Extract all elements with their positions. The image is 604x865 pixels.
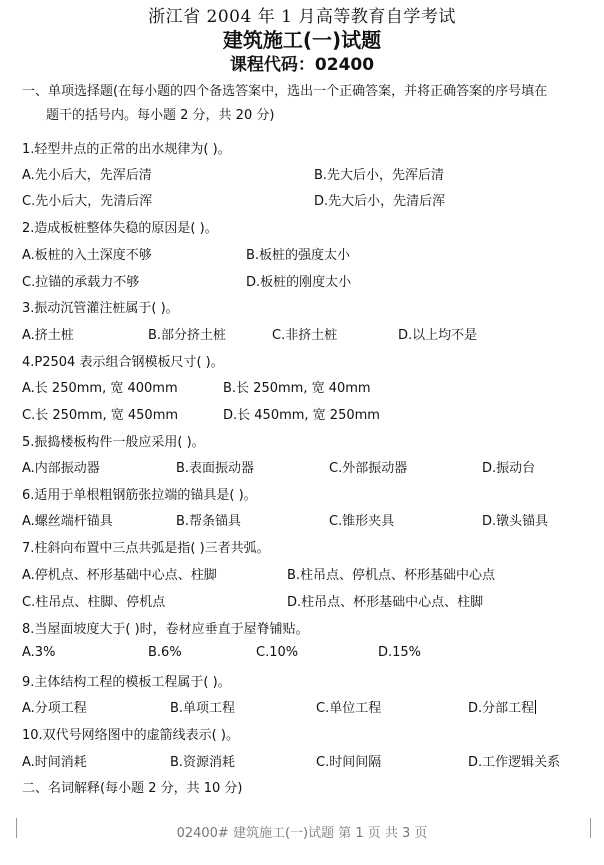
- question-9-option-d[interactable]: [468, 697, 536, 716]
- question-10-option-d: D.工作逻辑关系: [468, 755, 561, 770]
- page-footer: 02400# 建筑施工(一)试题 第 1 页 共 3 页: [176, 826, 428, 841]
- question-4-option-d: D.长 450mm, 宽 250mm: [223, 408, 380, 423]
- question-4-option-b: B.长 250mm, 宽 40mm: [223, 381, 371, 396]
- question-9-option-d-text: D.分部工程: [468, 701, 535, 716]
- exam-header: 浙江省 2004 年 1 月高等教育自学考试: [148, 7, 456, 27]
- question-6-option-c: C.锥形夹具: [329, 514, 395, 529]
- section-1-heading-line1: 一、单项选择题(在每小题的四个备选答案中，选出一个正确答案，并将正确答案的序号填在: [22, 84, 548, 99]
- question-3-option-b: B.部分挤土桩: [148, 328, 227, 343]
- question-3-stem: 3.振动沉管灌注桩属于( )。: [22, 301, 179, 316]
- question-7-option-a: A.停机点、杯形基础中心点、柱脚: [22, 568, 217, 583]
- question-2-option-c: C.拉锚的承载力不够: [22, 275, 140, 290]
- question-10-option-a: A.时间消耗: [22, 755, 87, 770]
- question-1-stem: 1.轻型井点的正常的出水规律为( )。: [22, 142, 231, 157]
- question-1-option-b: B.先大后小，先浑后清: [314, 168, 445, 183]
- question-1-option-d: D.先大后小，先清后浑: [314, 194, 446, 209]
- question-5-option-a: A.内部振动器: [22, 461, 100, 476]
- question-5-option-b: B.表面振动器: [176, 461, 255, 476]
- question-8-option-a: A.3%: [22, 645, 56, 660]
- section-1-heading-line2: 题干的括号内。每小题 2 分，共 20 分): [46, 108, 275, 123]
- exam-title: 建筑施工(一)试题: [222, 28, 382, 52]
- question-5-stem: 5.振捣楼板构件一般应采用( )。: [22, 435, 205, 450]
- question-6-option-d: D.镦头锚具: [482, 514, 549, 529]
- question-7-option-d: D.柱吊点、杯形基础中心点、柱脚: [287, 595, 484, 610]
- section-1-heading: [22, 80, 594, 128]
- question-7-stem: 7.柱斜向布置中三点共弧是指( )三者共弧。: [22, 541, 270, 556]
- question-9-option-c: C.单位工程: [316, 701, 382, 716]
- question-2-stem: 2.造成板桩整体失稳的原因是( )。: [22, 221, 218, 236]
- question-4-stem: 4.P2504 表示组合钢模板尺寸( )。: [22, 355, 224, 370]
- question-1-option-c: C.先小后大，先清后浑: [22, 194, 153, 209]
- question-8-stem: 8.当屋面坡度大于( )时，卷材应垂直于屋脊铺贴。: [22, 622, 309, 637]
- question-8-option-c: C.10%: [256, 645, 299, 660]
- question-6-option-b: B.帮条锚具: [176, 514, 242, 529]
- text-cursor: [535, 700, 536, 714]
- question-7-option-b: B.柱吊点、停机点、杯形基础中心点: [287, 568, 496, 583]
- question-8-option-b: B.6%: [148, 645, 182, 660]
- question-4-option-c: C.长 250mm, 宽 450mm: [22, 408, 179, 423]
- question-9-option-b: B.单项工程: [170, 701, 236, 716]
- question-6-stem: 6.适用于单根粗钢筋张拉端的锚具是( )。: [22, 488, 257, 503]
- section-2-heading: 二、名词解释(每小题 2 分，共 10 分): [22, 781, 243, 796]
- question-4-option-a: A.长 250mm, 宽 400mm: [22, 381, 178, 396]
- question-9-option-a: A.分项工程: [22, 701, 87, 716]
- question-10-option-c: C.时间间隔: [316, 755, 382, 770]
- question-3-option-d: D.以上均不是: [398, 328, 478, 343]
- question-2-option-b: B.板桩的强度太小: [246, 248, 351, 263]
- question-7-option-c: C.柱吊点、柱脚、停机点: [22, 595, 166, 610]
- question-10-option-b: B.资源消耗: [170, 755, 236, 770]
- question-10-stem: 10.双代号网络图中的虚箭线表示( )。: [22, 728, 239, 743]
- question-3-option-c: C.非挤土桩: [272, 328, 338, 343]
- question-2-option-a: A.板桩的入土深度不够: [22, 248, 152, 263]
- question-1-option-a: A.先小后大，先浑后清: [22, 168, 152, 183]
- question-9-stem: 9.主体结构工程的模板工程属于( )。: [22, 675, 231, 690]
- question-6-option-a: A.螺丝端杆锚具: [22, 514, 113, 529]
- question-2-option-d: D.板桩的刚度太小: [246, 275, 352, 290]
- question-3-option-a: A.挤土桩: [22, 328, 74, 343]
- question-8-option-d: D.15%: [378, 645, 422, 660]
- course-code: 课程代码：02400: [229, 55, 375, 75]
- question-5-option-d: D.振动台: [482, 461, 536, 476]
- question-5-option-c: C.外部振动器: [329, 461, 408, 476]
